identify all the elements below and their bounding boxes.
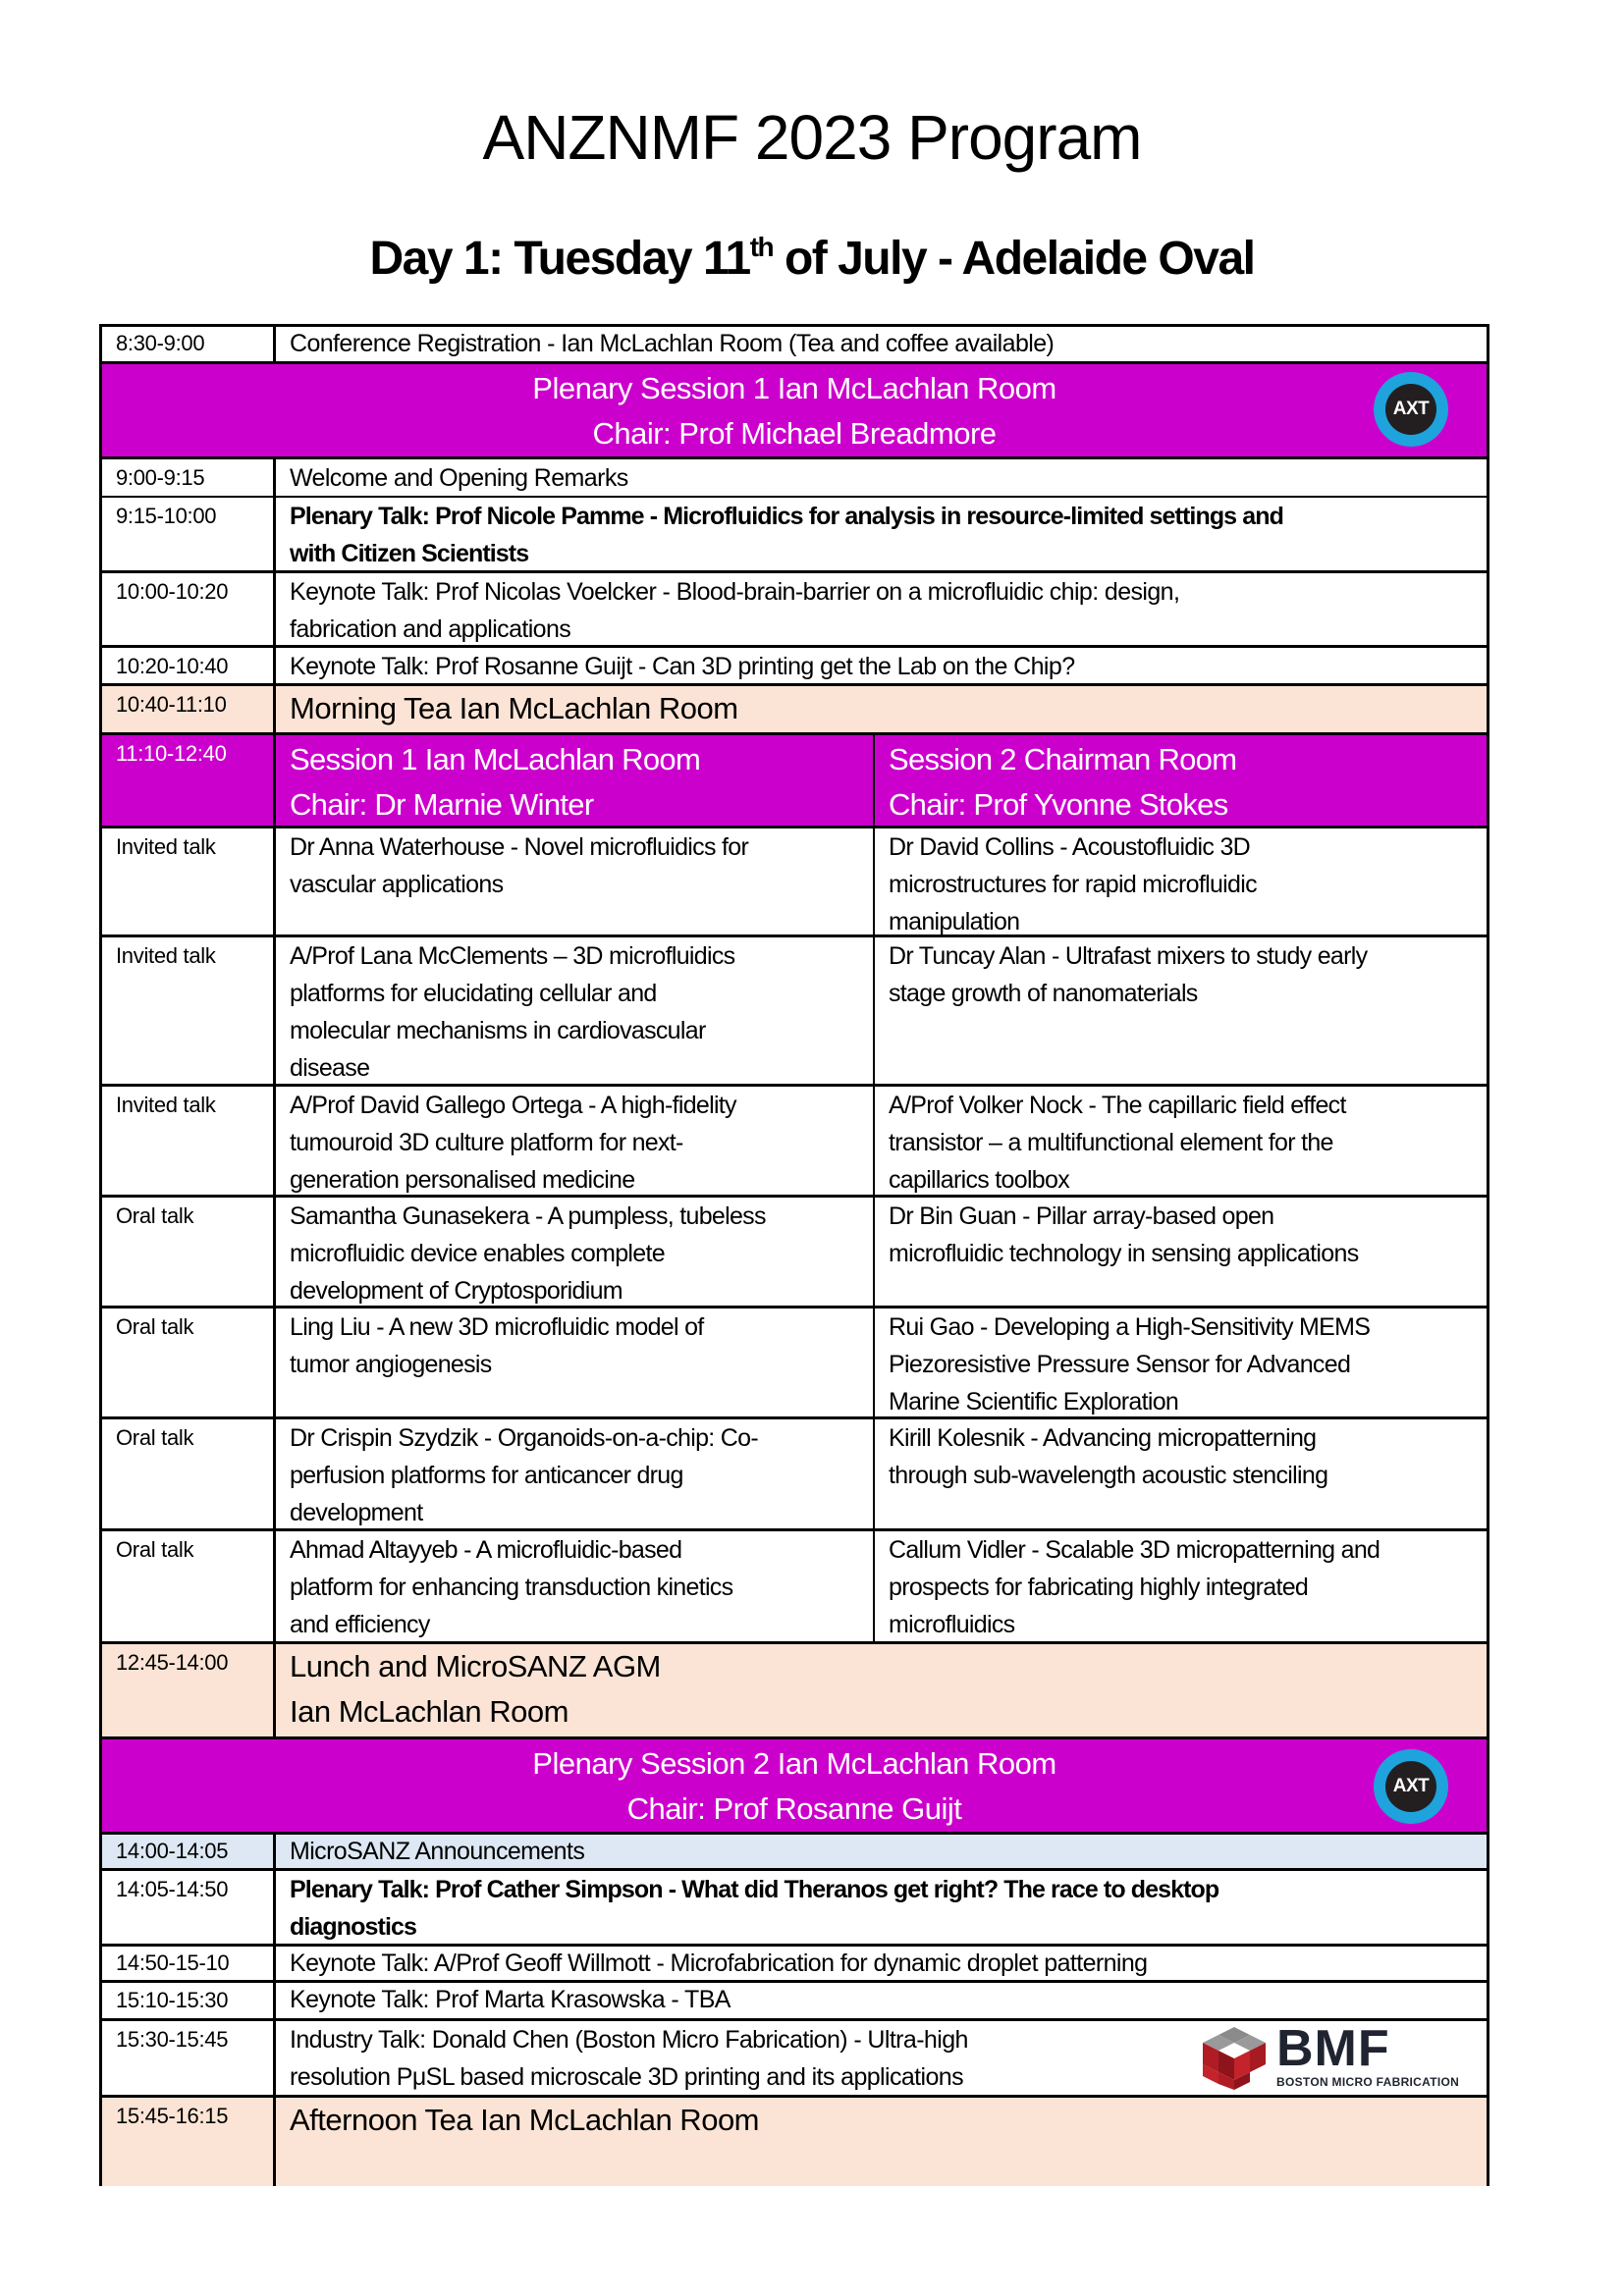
talk-line: Samantha Gunasekera - A pumpless, tubeless [290, 1202, 766, 1230]
talk-line: A/Prof Lana McClements – 3D microfluidics [290, 942, 735, 970]
plenary-session-2-title [230, 1739, 1359, 1832]
talk-line: Rui Gao - Developing a High-Sensitivity MEMS [889, 1313, 1371, 1341]
talk-line: resolution PμSL based microscale 3D printing and its applications [290, 2063, 963, 2091]
lunch-row [102, 1641, 1487, 1736]
session-1-talk [276, 1419, 875, 1528]
table-row [102, 327, 1487, 361]
time-cell: 9:15-10:00 [102, 498, 276, 570]
talk-line: disease [290, 1054, 370, 1082]
talk-line: microstructures for rapid microfluidic [889, 871, 1257, 898]
time-cell: 15:45-16:15 [102, 2098, 276, 2186]
keynote-talk-willmott: Keynote Talk: A/Prof Geoff Willmott - Microfabrication for dynamic droplet patterning [290, 1949, 1148, 1977]
talk-line: with Citizen Scientists [290, 540, 529, 567]
axt-logo-text: AXT [1385, 384, 1436, 435]
plenary-session-1-title [230, 364, 1359, 456]
talk-type-cell: Oral talk [102, 1308, 276, 1416]
session-1-talk [276, 1531, 875, 1641]
session-1-room: Session 1 Ian McLachlan Room [290, 742, 701, 776]
plenary-session-2-chair: Chair: Prof Rosanne Guijt [626, 1791, 962, 1826]
talk-type-cell: Invited talk [102, 828, 276, 934]
axt-sponsor-logo-icon [1374, 1749, 1448, 1824]
talk-line: vascular applications [290, 871, 504, 898]
talk-type-cell: Oral talk [102, 1531, 276, 1641]
industry-talk-text [290, 2021, 1192, 2096]
talk-line: capillarics toolbox [889, 1166, 1070, 1194]
parallel-talk-row [102, 1084, 1487, 1195]
parallel-talk-row [102, 1195, 1487, 1306]
parallel-talk-row [102, 934, 1487, 1084]
day-heading-ordinal: th [749, 232, 774, 262]
talk-line: A/Prof Volker Nock - The capillaric field effect [889, 1092, 1346, 1119]
talk-line: microfluidic technology in sensing applications [889, 1240, 1359, 1267]
talk-line: Kirill Kolesnik - Advancing micropatterning [889, 1424, 1317, 1452]
time-cell: 8:30-9:00 [102, 327, 276, 361]
parallel-talk-row [102, 826, 1487, 934]
bmf-logo-word: BMF [1276, 2020, 1390, 2077]
time-cell: 14:50-15-10 [102, 1947, 276, 1980]
session-2-talk [875, 1419, 1487, 1528]
morning-tea-text: Morning Tea Ian McLachlan Room [290, 691, 738, 725]
keynote-talk-guijt: Keynote Talk: Prof Rosanne Guijt - Can 3D printing get the Lab on the Chip? [290, 653, 1075, 680]
talk-line: Ahmad Altayyeb - A microfluidic-based [290, 1536, 682, 1564]
talk-line: generation personalised medicine [290, 1166, 635, 1194]
time-cell: 10:40-11:10 [102, 686, 276, 732]
session-1-talk [276, 828, 875, 934]
bmf-sponsor-logo [1202, 2020, 1467, 2094]
talk-line: stage growth of nanomaterials [889, 980, 1198, 1007]
talk-line: fabrication and applications [290, 615, 571, 643]
session-2-header [875, 735, 1487, 826]
time-cell: 14:00-14:05 [102, 1835, 276, 1868]
table-row [102, 496, 1487, 570]
plenary-session-1-header [102, 361, 1487, 456]
plenary-talk-simpson [276, 1871, 1487, 1944]
table-row [102, 1980, 1487, 2018]
morning-tea-row [102, 683, 1487, 732]
talk-line: through sub-wavelength acoustic stenciling [889, 1462, 1328, 1489]
table-row [102, 2018, 1487, 2095]
talk-line: Keynote Talk: Prof Nicolas Voelcker - Blood-brain-barrier on a microfluidic chip: design, [290, 578, 1180, 606]
talk-line: perfusion platforms for anticancer drug [290, 1462, 683, 1489]
axt-logo-text: AXT [1385, 1761, 1436, 1812]
talk-line: prospects for fabricating highly integrated [889, 1574, 1309, 1601]
session-2-talk [875, 1308, 1487, 1416]
plenary-session-2-header [102, 1736, 1487, 1832]
bmf-cube-icon [1202, 2025, 1267, 2092]
talk-type-cell: Invited talk [102, 1087, 276, 1195]
session-2-chair: Chair: Prof Yvonne Stokes [889, 787, 1228, 822]
table-row [102, 1944, 1487, 1980]
plenary-talk-pamme [276, 498, 1487, 570]
session-2-talk [875, 828, 1487, 934]
talk-line: microfluidics [889, 1611, 1015, 1638]
announcements-row [102, 1832, 1487, 1868]
session-1-talk [276, 1198, 875, 1306]
talk-line: manipulation [889, 908, 1020, 935]
talk-line: development [290, 1499, 423, 1526]
axt-sponsor-logo-icon [1374, 372, 1448, 447]
talk-line: Dr Tuncay Alan - Ultrafast mixers to study early [889, 942, 1368, 970]
talk-line: Marine Scientific Exploration [889, 1388, 1179, 1415]
day-heading [0, 228, 1624, 291]
session-2-talk [875, 1087, 1487, 1195]
keynote-talk-voelcker [276, 573, 1487, 645]
talk-line: Piezoresistive Pressure Sensor for Advanced [889, 1351, 1351, 1378]
announcements-text: MicroSANZ Announcements [290, 1838, 585, 1865]
time-cell: 14:05-14:50 [102, 1871, 276, 1944]
session-2-talk [875, 1198, 1487, 1306]
table-row [102, 1868, 1487, 1944]
plenary-session-1-room: Plenary Session 1 Ian McLachlan Room [532, 371, 1056, 405]
time-cell: 10:20-10:40 [102, 648, 276, 683]
parallel-sessions-header [102, 732, 1487, 826]
table-row [102, 570, 1487, 645]
bmf-logo-subtitle: BOSTON MICRO FABRICATION [1276, 2075, 1460, 2089]
session-1-talk [276, 1087, 875, 1195]
industry-talk-chen [276, 2021, 1487, 2095]
time-cell: 15:30-15:45 [102, 2021, 276, 2095]
talk-line: diagnostics [290, 1913, 417, 1941]
talk-line: and efficiency [290, 1611, 430, 1638]
talk-line: Industry Talk: Donald Chen (Boston Micro Fabrication) - Ultra-high [290, 2026, 968, 2054]
talk-line: Dr David Collins - Acoustofluidic 3D [889, 833, 1251, 861]
time-cell: 12:45-14:00 [102, 1644, 276, 1736]
session-2-talk [875, 937, 1487, 1084]
parallel-talk-row [102, 1528, 1487, 1641]
table-row [102, 456, 1487, 496]
welcome-text: Welcome and Opening Remarks [290, 464, 628, 492]
time-cell: 15:10-15:30 [102, 1983, 276, 2018]
lunch-text [276, 1644, 1487, 1736]
time-cell: 10:00-10:20 [102, 573, 276, 645]
plenary-session-1-chair: Chair: Prof Michael Breadmore [592, 416, 997, 451]
talk-line: tumouroid 3D culture platform for next- [290, 1129, 683, 1156]
talk-line: platform for enhancing transduction kinetics [290, 1574, 733, 1601]
registration-text: Conference Registration - Ian McLachlan Room (Tea and coffee available) [290, 330, 1055, 357]
talk-line: development of Cryptosporidium [290, 1277, 623, 1305]
talk-line: molecular mechanisms in cardiovascular [290, 1017, 706, 1044]
talk-line: microfluidic device enables complete [290, 1240, 665, 1267]
keynote-talk-krasowska: Keynote Talk: Prof Marta Krasowska - TBA [290, 1986, 731, 2013]
talk-line: Dr Crispin Szydzik - Organoids-on-a-chip: Co- [290, 1424, 758, 1452]
talk-line: Ling Liu - A new 3D microfluidic model of [290, 1313, 704, 1341]
afternoon-tea-text: Afternoon Tea Ian McLachlan Room [290, 2103, 760, 2137]
talk-line: Dr Bin Guan - Pillar array-based open [889, 1202, 1274, 1230]
talk-line: Callum Vidler - Scalable 3D micropatterning and [889, 1536, 1380, 1564]
parallel-talk-row [102, 1306, 1487, 1416]
talk-line: Plenary Talk: Prof Cather Simpson - What did Theranos get right? The race to desktop [290, 1876, 1219, 1903]
talk-line: tumor angiogenesis [290, 1351, 492, 1378]
table-row [102, 645, 1487, 683]
session-1-talk [276, 1308, 875, 1416]
session-1-chair: Chair: Dr Marnie Winter [290, 787, 594, 822]
day-heading-venue: of July - Adelaide Oval [773, 233, 1255, 285]
talk-line: transistor – a multifunctional element for the [889, 1129, 1333, 1156]
talk-type-cell: Invited talk [102, 937, 276, 1084]
session-1-header [276, 735, 875, 826]
plenary-session-2-room: Plenary Session 2 Ian McLachlan Room [532, 1746, 1056, 1781]
session-2-talk [875, 1531, 1487, 1641]
talk-type-cell: Oral talk [102, 1198, 276, 1306]
time-cell: 11:10-12:40 [102, 735, 276, 826]
session-1-talk [276, 937, 875, 1084]
talk-line: A/Prof David Gallego Ortega - A high-fidelity [290, 1092, 736, 1119]
time-cell: 9:00-9:15 [102, 459, 276, 496]
program-table [99, 324, 1489, 2186]
afternoon-tea-row [102, 2095, 1487, 2186]
lunch-room: Ian McLachlan Room [290, 1694, 568, 1729]
talk-line: Plenary Talk: Prof Nicole Pamme - Microfluidics for analysis in resource-limited settings and [290, 503, 1283, 530]
parallel-talk-row [102, 1416, 1487, 1528]
talk-line: platforms for elucidating cellular and [290, 980, 657, 1007]
day-heading-main: Day 1: Tuesday 11 [369, 233, 750, 285]
page-title: ANZNMF 2023 Program [482, 102, 1142, 173]
talk-type-cell: Oral talk [102, 1419, 276, 1528]
session-2-room: Session 2 Chairman Room [889, 742, 1237, 776]
talk-line: Dr Anna Waterhouse - Novel microfluidics for [290, 833, 749, 861]
lunch-title: Lunch and MicroSANZ AGM [290, 1649, 661, 1683]
